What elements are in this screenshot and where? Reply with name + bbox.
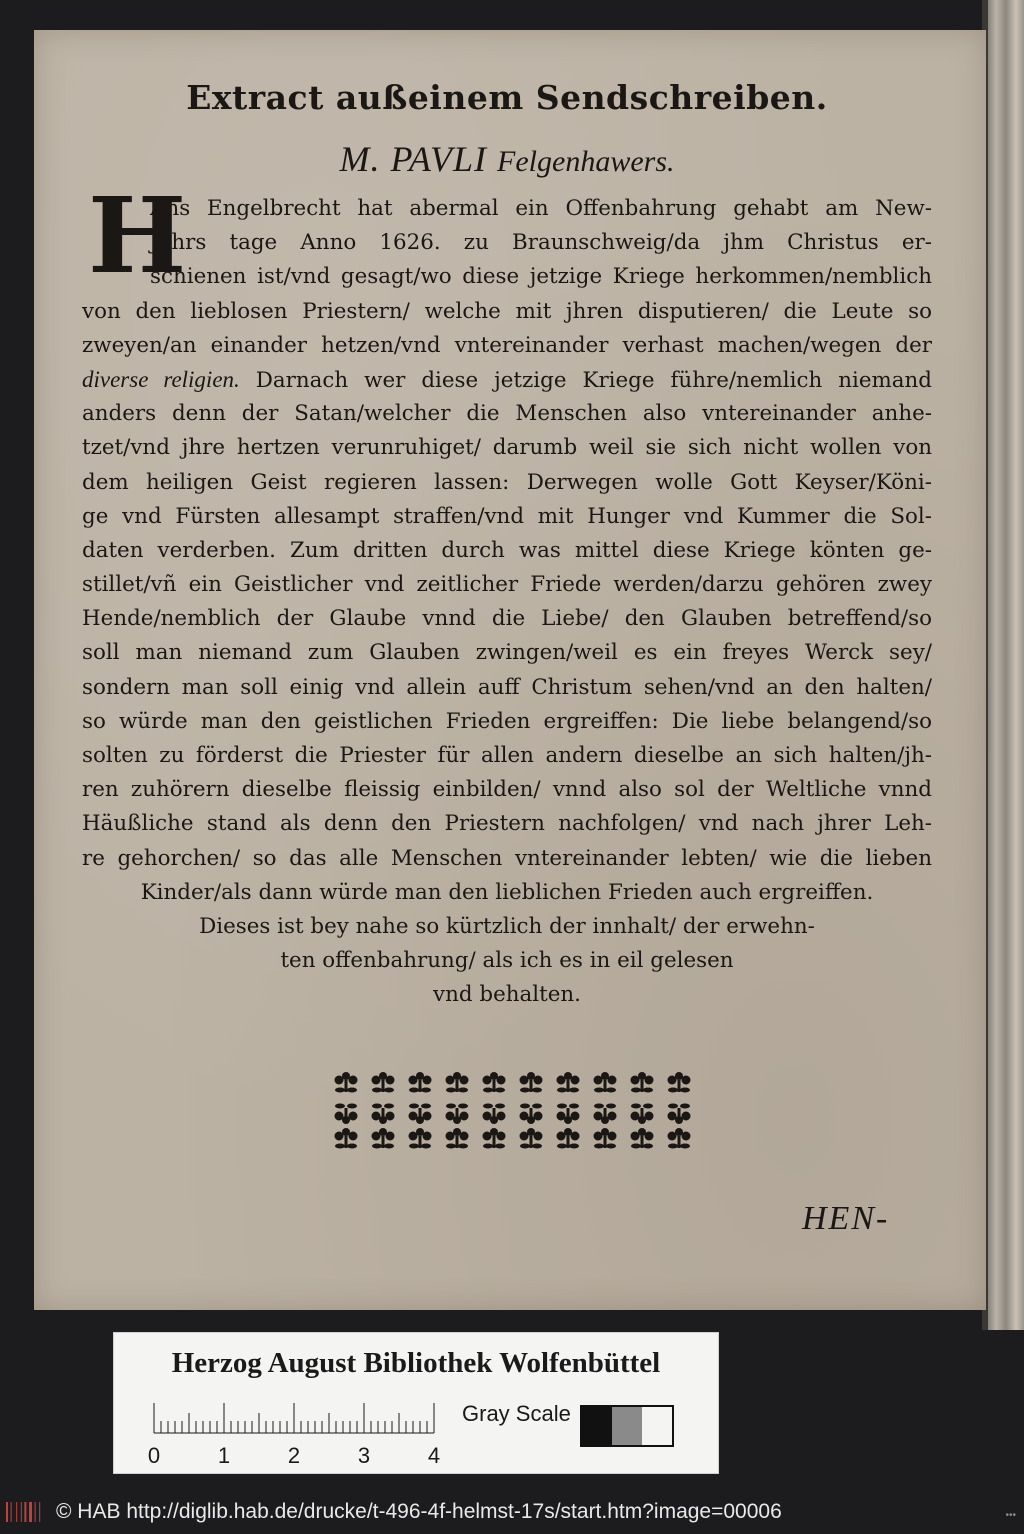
fleuron-ornament [483, 1104, 506, 1125]
subtitle-name: Felgenhawers. [497, 145, 675, 178]
barcode-bar [29, 1502, 32, 1522]
page-content [82, 70, 932, 1013]
fleuron-ornament [520, 1128, 543, 1149]
ruler-number: 4 [427, 1443, 441, 1468]
fleuron-ornament [594, 1128, 617, 1149]
book-page-edges [984, 0, 1024, 1330]
ruler-number: 3 [357, 1443, 371, 1468]
closing-line: Dieses ist bey nahe so kürtzlich der innhalt/ der erwehn- [199, 913, 815, 939]
book-page [34, 30, 986, 1310]
text-line: Jahrs tage Anno 1626. zu Braunschweig/da jhm Christus er- [150, 230, 932, 256]
fleuron-ornament [372, 1104, 395, 1125]
barcode-bar [24, 1502, 26, 1522]
text-line: daten verderben. Zum dritten durch was mittel diese Kriege könten ge- [82, 537, 932, 563]
text-line: sondern man soll einig vnd allein auff Christum sehen/vnd an den halten/ [82, 674, 932, 700]
text-line: anders denn der Satan/welcher die Menschen also vntereinander anhe- [82, 401, 932, 427]
barcode-bar [21, 1502, 22, 1522]
fleuron-ornament [446, 1072, 469, 1093]
barcode-icon [6, 1500, 46, 1524]
fleuron-ornament [668, 1104, 691, 1125]
subtitle-main: M. PAVLI [339, 139, 488, 179]
gray-swatch-mid [612, 1407, 642, 1445]
library-name: Herzog August Bibliothek Wolfenbüttel [171, 1347, 661, 1379]
text-line: diverse religien. Darnach wer diese jetzige Kriege führe/nemlich niemand [82, 366, 932, 393]
gray-scale-swatches [580, 1405, 674, 1447]
text-line: solten zu förderst die Priester für allen andern dieselbe an sich halten/jh- [82, 743, 932, 768]
barcode-bar [11, 1502, 12, 1522]
fleuron-ornament [594, 1072, 617, 1093]
page-subtitle [82, 134, 932, 184]
fleuron-ornament [446, 1104, 469, 1125]
text-line: so würde man den geistlichen Frieden ergreiffen: Die liebe belangend/so [82, 708, 932, 734]
text-line: Kinder/als dann würde man den lieblichen Frieden auch ergreiffen. [140, 879, 874, 905]
fleuron-ornament [520, 1072, 543, 1093]
catchword: HEN- [802, 1200, 890, 1237]
fleuron-ornament [335, 1128, 358, 1149]
fleuron-ornament [446, 1128, 469, 1149]
color-scale-card [113, 1332, 719, 1474]
drop-cap-letter: H [88, 174, 187, 297]
text-line: zweyen/an einander hetzen/vnd vntereinander verhast machen/wegen der [82, 332, 932, 358]
fleuron-ornament [668, 1072, 691, 1093]
text-line: stillet/vñ ein Geistlicher vnd zeitlicher Friede werden/darzu gehören zwey [82, 572, 932, 598]
barcode-bar [6, 1502, 8, 1522]
fleuron-ornament [557, 1128, 580, 1149]
footer-bar [0, 1496, 1024, 1534]
fleuron-ornament [631, 1072, 654, 1093]
page-title: Extract außeinem Sendschreiben. [186, 78, 828, 117]
text-line: re gehorchen/ so das alle Menschen vntereinander lebten/ wie die lieben [82, 845, 932, 871]
fleuron-ornament [631, 1104, 654, 1125]
ruler-scale [147, 1397, 444, 1468]
fleuron-ornament [372, 1072, 395, 1093]
fleuron-ornament [483, 1072, 506, 1093]
closing-line: ten offenbahrung/ als ich es in eil gelesen [280, 948, 734, 974]
fleuron-ornament [594, 1104, 617, 1125]
text-line: Hende/nemblich der Glaube vnnd die Liebe/ den Glauben betreffend/so [82, 606, 932, 632]
fleuron-ornament [520, 1104, 543, 1125]
text-line: tzet/vnd jhre hertzen verunruhiget/ darumb weil sie sich nicht wollen von [82, 435, 932, 461]
gray-scale-label: Gray Scale [462, 1401, 571, 1426]
barcode-bar [39, 1502, 40, 1522]
body-text [82, 192, 932, 910]
text-line: Häußliche stand als denn den Priestern nachfolgen/ vnd nach jhrer Leh- [82, 811, 932, 837]
closing-line: vnd behalten. [433, 982, 581, 1008]
ruler-number: 1 [217, 1443, 231, 1468]
closing-paragraph [82, 910, 932, 1013]
text-line: soll man niemand zum Glauben zwingen/weil es ein freyes Werck sey/ [82, 640, 932, 666]
fleuron-ornament [335, 1104, 358, 1125]
text-line: ren zuhörern dieselbe fleissig einbilden/ vnnd also sol der Weltliche vnnd [82, 777, 932, 803]
barcode-bar [35, 1502, 36, 1522]
italic-phrase: diverse religien. [82, 366, 240, 392]
fleuron-ornament [335, 1072, 358, 1093]
footer-dots: ••• [1005, 1510, 1016, 1521]
fleuron-ornament [409, 1104, 432, 1125]
barcode-bar [16, 1502, 17, 1522]
fleuron-ornament [668, 1128, 691, 1149]
fleuron-ornament [372, 1128, 395, 1149]
text-line: schienen ist/vnd gesagt/wo diese jetzige Kriege herkommen/nemblich [150, 264, 932, 290]
copyright-url: © HAB http://diglib.hab.de/drucke/t-496-4f-helmst-17s/start.htm?image=00006 [56, 1500, 782, 1523]
ruler-number: 0 [147, 1443, 161, 1468]
gray-swatch-white [642, 1407, 672, 1445]
text-line: dem heiligen Geist regieren lassen: Derwegen wolle Gott Keyser/Köni- [82, 469, 932, 495]
fleuron-ornament [557, 1072, 580, 1093]
gray-swatch-black [582, 1407, 612, 1445]
text-line: Ans Engelbrecht hat abermal ein Offenbahrung gehabt am New- [150, 196, 932, 221]
text-line: von den lieblosen Priestern/ welche mit jhren disputieren/ die Leute so [82, 298, 932, 324]
fleuron-ornament [409, 1072, 432, 1093]
text-line: ge vnd Fürsten allesampt straffen/vnd mit Hunger vnd Kummer die Sol- [82, 503, 932, 529]
fleuron-ornament [557, 1104, 580, 1125]
printer-ornament [328, 1070, 700, 1154]
fleuron-ornament [631, 1128, 654, 1149]
ruler-number: 2 [287, 1443, 301, 1468]
fleuron-ornament [483, 1128, 506, 1149]
fleuron-ornament [409, 1128, 432, 1149]
